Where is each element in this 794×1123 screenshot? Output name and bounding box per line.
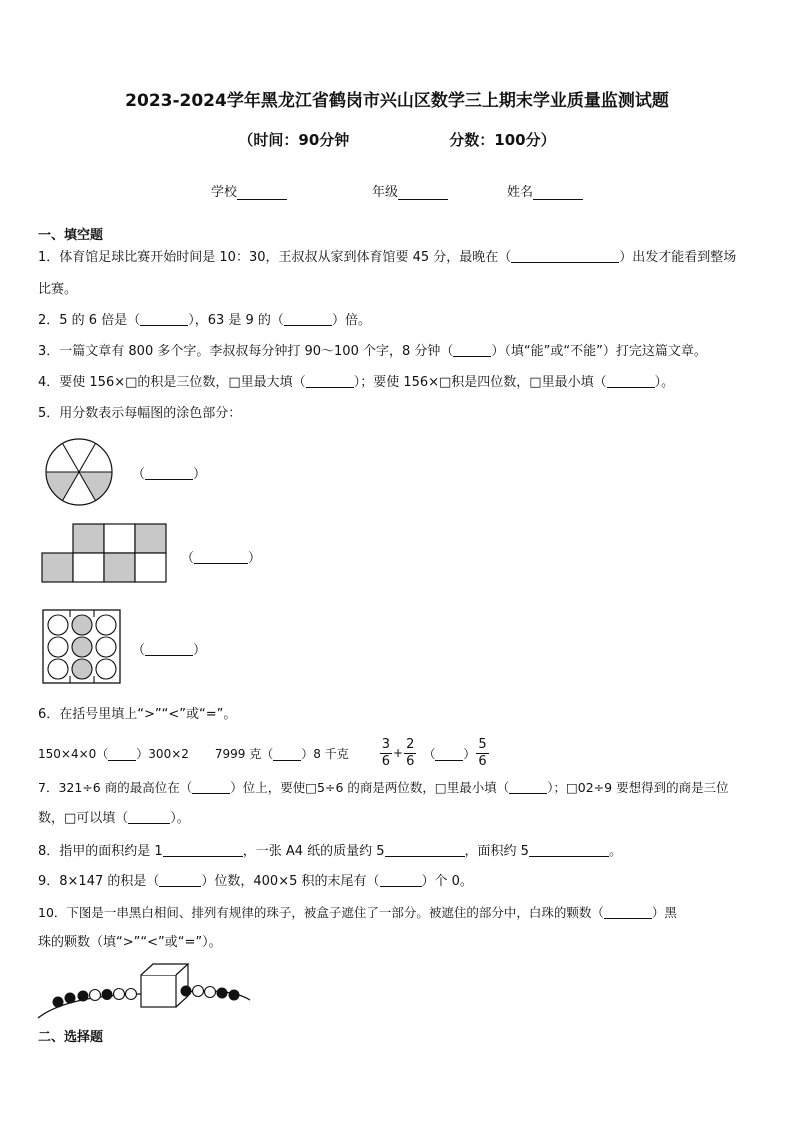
question-5: 5．用分数表示每幅图的涂色部分： <box>38 406 242 421</box>
q2-blank-1[interactable] <box>140 311 188 326</box>
section-heading-multiple-choice: 二、选择题 <box>38 1030 104 1045</box>
fraction-three-sixths: $\frac{3}{6}$ <box>381 736 390 769</box>
squares-figure <box>42 523 170 583</box>
circle-sectors-figure <box>40 437 120 507</box>
q8-blank-2[interactable] <box>385 842 465 857</box>
beads-box-figure <box>36 960 256 1022</box>
school-field <box>211 181 287 200</box>
exam-meta <box>0 129 794 150</box>
question-6: 6．在括号里填上“>”“<”或“=”。 <box>38 707 237 722</box>
fig3-answer: （ ） <box>132 643 207 658</box>
fig3-blank[interactable] <box>145 641 193 656</box>
q8-blank-1[interactable] <box>163 842 243 857</box>
name-blank[interactable] <box>533 185 583 200</box>
q10-blank[interactable] <box>604 904 652 919</box>
q9-blank-1[interactable] <box>159 872 201 887</box>
grade-label: 年级 <box>372 185 399 200</box>
question-8: 8．指甲的面积约是 1 ，一张 A4 纸的质量约 5 ，面积约 5 。 <box>38 844 622 859</box>
name-field <box>507 181 583 200</box>
q4-blank-1[interactable] <box>306 373 354 388</box>
q4-blank-2[interactable] <box>607 373 655 388</box>
circle-grid-figure <box>42 609 122 685</box>
q9-blank-2[interactable] <box>380 872 422 887</box>
question-4: 4．要使 156×□的积是三位数，□里最大填（ ）；要使 156×□积是四位数，□里最小填（ ）。 <box>38 375 675 390</box>
question-10-cont: 珠的颗数（填“>”“<”或“=”）。 <box>38 935 222 950</box>
question-7-cont: 数，□可以填（ ）。 <box>38 811 190 826</box>
fig1-blank[interactable] <box>145 465 193 480</box>
fig1-answer: （ ） <box>132 467 207 482</box>
q7-blank-3[interactable] <box>128 809 170 824</box>
q6-blank-3[interactable] <box>435 746 463 761</box>
q8-blank-3[interactable] <box>529 842 609 857</box>
question-6-items: 150×4×0（ ）300×2 7999 克（ ）8 千克 $\frac{3}{6}$ + $\frac{2}{6}$ （ ） $\frac{5}{6}$ <box>38 736 487 769</box>
fraction-two-sixths: $\frac{2}{6}$ <box>406 736 415 769</box>
q7-blank-1[interactable] <box>192 779 230 794</box>
question-1: 1．体育馆足球比赛开始时间是 10：30，王叔叔从家到体育馆要 45 分，最晚在（ ）出发才能看到整场 <box>38 250 737 265</box>
q2-blank-2[interactable] <box>284 311 332 326</box>
school-blank[interactable] <box>237 185 287 200</box>
q3-blank[interactable] <box>453 342 491 357</box>
q6-blank-1[interactable] <box>108 746 136 761</box>
question-1-cont: 比赛。 <box>38 282 78 297</box>
question-3: 3．一篇文章有 800 多个字。李叔叔每分钟打 90～100 个字，8 分钟（ ）（填“能”或“不能”）打完这篇文章。 <box>38 344 707 359</box>
question-9: 9．8×147 的积是（ ）位数，400×5 积的末尾有（ ）个 0。 <box>38 874 473 889</box>
grade-blank[interactable] <box>398 185 448 200</box>
question-2: 2．5 的 6 倍是（ ），63 是 9 的（ ）倍。 <box>38 313 371 328</box>
exam-score: 分数：100分） <box>449 131 556 149</box>
grade-field <box>372 181 448 200</box>
name-label: 姓名 <box>507 185 534 200</box>
q7-blank-2[interactable] <box>509 779 547 794</box>
section-heading-fill-in: 一、填空题 <box>38 228 104 243</box>
school-label: 学校 <box>211 185 238 200</box>
fig2-answer: （ ） <box>181 551 262 566</box>
fraction-five-sixths: $\frac{5}{6}$ <box>478 736 487 769</box>
question-7: 7．321÷6 商的最高位在（ ）位上，要使□5÷6 的商是两位数，□里最小填（ ）；□02÷9 要想得到的商是三位 <box>38 780 729 795</box>
fig2-blank[interactable] <box>194 549 248 564</box>
q6-blank-2[interactable] <box>273 746 301 761</box>
q1-blank[interactable] <box>511 248 619 263</box>
exam-time: （时间：90分钟 <box>238 131 350 149</box>
page-title: 2023-2024学年黑龙江省鹤岗市兴山区数学三上期末学业质量监测试题 <box>125 91 669 111</box>
question-10: 10．下图是一串黑白相间、排列有规律的珠子，被盒子遮住了一部分。被遮住的部分中，白珠的颗数（ ）黑 <box>38 905 677 920</box>
